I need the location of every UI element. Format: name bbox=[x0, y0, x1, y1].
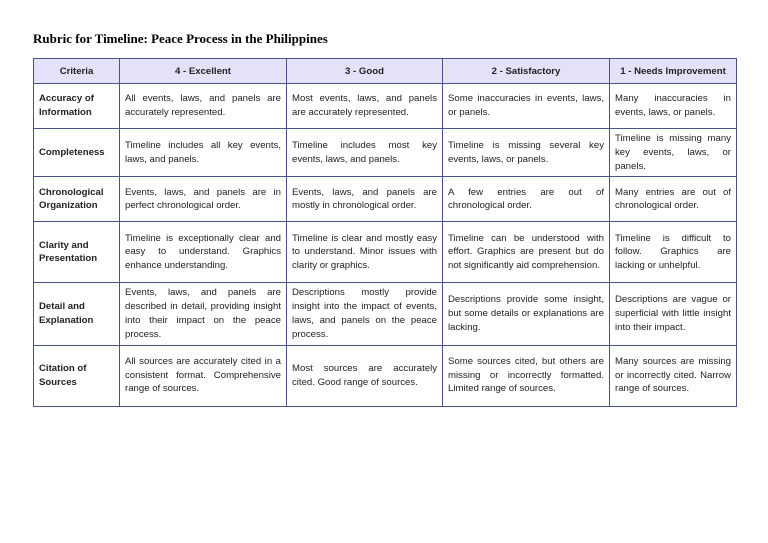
table-row bbox=[34, 84, 737, 129]
table-cell: Timeline is missing many key events, laws, or panels. bbox=[610, 129, 737, 177]
criterion-cell: Chronological Organization bbox=[34, 177, 120, 222]
header-needs-improvement: 1 - Needs Improvement bbox=[610, 59, 737, 84]
table-cell: Some sources cited, but others are missing or incorrectly formatted. Limited range of sources. bbox=[443, 345, 610, 406]
table-cell: Events, laws, and panels are in perfect chronological order. bbox=[120, 177, 287, 222]
table-cell: All events, laws, and panels are accurately represented. bbox=[120, 84, 287, 129]
table-row bbox=[34, 345, 737, 406]
header-good: 3 - Good bbox=[287, 59, 443, 84]
table-cell: Many inaccuracies in events, laws, or panels. bbox=[610, 84, 737, 129]
table-cell: All sources are accurately cited in a consistent format. Comprehensive range of sources. bbox=[120, 345, 287, 406]
table-row bbox=[34, 283, 737, 345]
criterion-cell: Clarity and Presentation bbox=[34, 222, 120, 283]
table-cell: Descriptions are vague or superficial with little insight into their impact. bbox=[610, 283, 737, 345]
table-cell: Timeline is missing several key events, laws, or panels. bbox=[443, 129, 610, 177]
criterion-cell: Detail and Explanation bbox=[34, 283, 120, 345]
table-cell: Descriptions provide some insight, but some details or explanations are lacking. bbox=[443, 283, 610, 345]
rubric-table bbox=[33, 58, 737, 407]
table-cell: Timeline is exceptionally clear and easy to understand. Graphics enhance understanding. bbox=[120, 222, 287, 283]
table-cell: Many sources are missing or incorrectly cited. Narrow range of sources. bbox=[610, 345, 737, 406]
header-satisfactory: 2 - Satisfactory bbox=[443, 59, 610, 84]
table-cell: Timeline can be understood with effort. Graphics are present but do not significantly aid comprehension. bbox=[443, 222, 610, 283]
table-cell: Most sources are accurately cited. Good range of sources. bbox=[287, 345, 443, 406]
table-cell: Many entries are out of chronological order. bbox=[610, 177, 737, 222]
header-criteria: Criteria bbox=[34, 59, 120, 84]
table-cell: A few entries are out of chronological order. bbox=[443, 177, 610, 222]
table-cell: Most events, laws, and panels are accurately represented. bbox=[287, 84, 443, 129]
table-cell: Timeline includes most key events, laws, and panels. bbox=[287, 129, 443, 177]
table-row bbox=[34, 129, 737, 177]
table-cell: Events, laws, and panels are described in detail, providing insight into their impact on the peace process. bbox=[120, 283, 287, 345]
table-cell: Events, laws, and panels are mostly in chronological order. bbox=[287, 177, 443, 222]
table-row bbox=[34, 177, 737, 222]
document-title: Rubric for Timeline: Peace Process in the Philippines bbox=[33, 31, 328, 46]
criterion-cell: Completeness bbox=[34, 129, 120, 177]
table-cell: Timeline is difficult to follow. Graphics are lacking or unhelpful. bbox=[610, 222, 737, 283]
criterion-cell: Accuracy of Information bbox=[34, 84, 120, 129]
table-cell: Timeline includes all key events, laws, and panels. bbox=[120, 129, 287, 177]
table-row bbox=[34, 222, 737, 283]
header-excellent: 4 - Excellent bbox=[120, 59, 287, 84]
criterion-cell: Citation of Sources bbox=[34, 345, 120, 406]
header-row bbox=[34, 59, 737, 84]
table-cell: Timeline is clear and mostly easy to understand. Minor issues with clarity or graphics. bbox=[287, 222, 443, 283]
table-cell: Some inaccuracies in events, laws, or panels. bbox=[443, 84, 610, 129]
table-cell: Descriptions mostly provide insight into the impact of events, laws, and panels on the peace process. bbox=[287, 283, 443, 345]
